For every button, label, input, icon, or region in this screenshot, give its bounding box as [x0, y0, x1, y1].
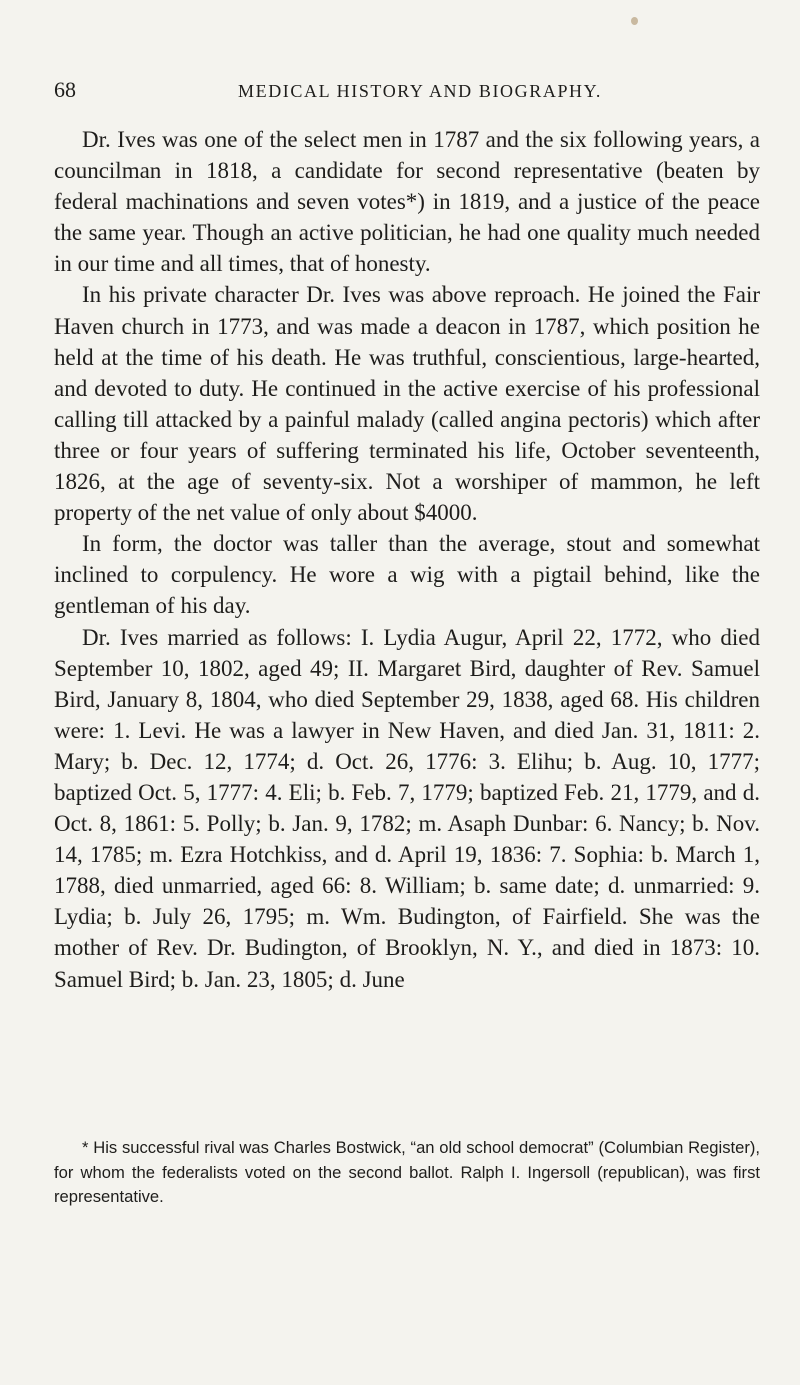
paragraph-political-career: Dr. Ives was one of the select men in 1787 and the six following years, a councilman in 1818, a candidate for second representative (beaten by federal machinations and seven votes*) in 1819, and a justice of the peace the same year. Though an active politician, he had one quality much needed in our time and all times, that of honesty. — [54, 127, 760, 277]
paragraph-private-character: In his private character Dr. Ives was above reproach. He joined the Fair Haven church in 1773, and was made a deacon in 1787, which position he held at the time of his death. He was truthful, conscientious, large-hearted, and devoted to duty. He continued in the active exercise of his professional calling till attacked by a painful malady (called angina pectoris) which after three or four years of suffering terminated his life, October seventeenth, 1826, at the age of seventy-six. Not a worshiper of mammon, he left property of the net value of only about $4000. — [54, 282, 760, 526]
paper-blemish — [631, 17, 638, 25]
paragraph-marriages-children: Dr. Ives married as follows: I. Lydia Augur, April 22, 1772, who died September 10, 1802, aged 49; II. Margaret Bird, daughter of Rev. Samuel Bird, January 8, 1804, who died September 29, 1838, aged 68. His children were: 1. Levi. He was a lawyer in New Haven, and died Jan. 31, 1811: 2. Mary; b. Dec. 12, 1774; d. Oct. 26, 1776: 3. Elihu; b. Aug. 10, 1777; baptized Oct. 5, 1777: 4. Eli; b. Feb. 7, 1779; baptized Feb. 21, 1779, and d. Oct. 8, 1861: 5. Polly; b. Jan. 9, 1782; m. Asaph Dunbar: 6. Nancy; b. Nov. 14, 1785; m. Ezra Hotchkiss, and d. April 19, 1836: 7. Sophia: b. March 1, 1788, died unmarried, aged 66: 8. William; b. same date; d. unmarried: 9. Lydia; b. July 26, 1795; m. Wm. Budington, of Fairfield. She was the mother of Rev. Dr. Budington, of Brooklyn, N. Y., and died in 1873: 10. Samuel Bird; b. Jan. 23, 1805; d. June — [54, 624, 760, 992]
footnote: * His successful rival was Charles Bostwick, “an old school democrat” (Columbian Register), for whom the federalists voted on the second ballot. Ralph I. Ingersoll (republican), was first representative. — [54, 1138, 760, 1206]
running-title: MEDICAL HISTORY AND BIOGRAPHY. — [238, 81, 603, 101]
paragraph-appearance: In form, the doctor was taller than the average, stout and somewhat inclined to corpulency. He wore a wig with a pigtail behind, like the gentleman of his day. — [54, 531, 760, 619]
body-text — [54, 124, 760, 995]
page-number: 68 — [54, 77, 76, 102]
